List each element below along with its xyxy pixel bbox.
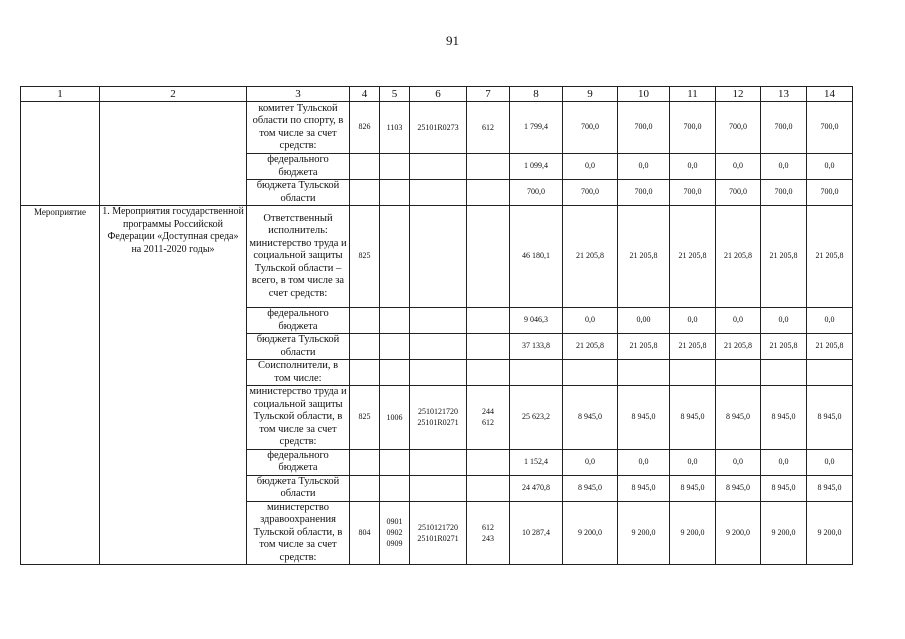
funding-source-cell: федерального бюджета <box>247 449 350 475</box>
expense-type-cell: 612 <box>467 102 510 154</box>
header-cell: 2 <box>100 87 247 102</box>
amount-cell: 700,0 <box>716 180 761 206</box>
header-row <box>21 87 853 102</box>
section-code-cell <box>380 154 410 180</box>
amount-cell: 700,0 <box>563 102 618 154</box>
amount-cell: 0,0 <box>563 449 618 475</box>
header-cell: 7 <box>467 87 510 102</box>
amount-cell: 0,0 <box>716 449 761 475</box>
expense-type-cell <box>467 154 510 180</box>
amount-cell: 0,0 <box>716 154 761 180</box>
amount-cell: 46 180,1 <box>510 206 563 308</box>
amount-cell: 0,0 <box>761 308 807 334</box>
amount-cell: 21 205,8 <box>761 334 807 360</box>
amount-cell: 700,0 <box>670 102 716 154</box>
amount-cell <box>716 360 761 386</box>
section-code-cell <box>380 360 410 386</box>
amount-cell: 700,0 <box>510 180 563 206</box>
header-cell: 3 <box>247 87 350 102</box>
amount-cell: 700,0 <box>807 180 853 206</box>
target-code-cell <box>410 180 467 206</box>
header-cell: 9 <box>563 87 618 102</box>
amount-cell: 0,0 <box>807 449 853 475</box>
amount-cell: 0,0 <box>716 308 761 334</box>
amount-cell: 21 205,8 <box>563 206 618 308</box>
code-cell <box>350 449 380 475</box>
header-cell: 6 <box>410 87 467 102</box>
amount-cell: 21 205,8 <box>761 206 807 308</box>
section-code-cell: 1103 <box>380 102 410 154</box>
funding-source-cell: министерство здравоохранения Тульской области, в том числе за счет средств: <box>247 501 350 565</box>
amount-cell: 21 205,8 <box>716 206 761 308</box>
target-code-cell <box>410 334 467 360</box>
empty-cell <box>21 102 100 206</box>
expense-type-cell: 612 243 <box>467 501 510 565</box>
code-cell <box>350 334 380 360</box>
table-body <box>21 87 853 565</box>
amount-cell: 700,0 <box>716 102 761 154</box>
funding-source-cell: бюджета Тульской области <box>247 334 350 360</box>
header-cell: 14 <box>807 87 853 102</box>
code-cell: 825 <box>350 386 380 450</box>
section-code-cell: 0901 0902 0909 <box>380 501 410 565</box>
amount-cell: 0,0 <box>807 308 853 334</box>
amount-cell: 21 205,8 <box>563 334 618 360</box>
amount-cell: 0,0 <box>670 449 716 475</box>
code-cell: 804 <box>350 501 380 565</box>
expense-type-cell: 244 612 <box>467 386 510 450</box>
section-code-cell <box>380 206 410 308</box>
amount-cell <box>807 360 853 386</box>
target-code-cell <box>410 475 467 501</box>
header-cell: 11 <box>670 87 716 102</box>
header-cell: 10 <box>618 87 670 102</box>
code-cell <box>350 308 380 334</box>
header-cell: 1 <box>21 87 100 102</box>
expense-type-cell <box>467 180 510 206</box>
funding-source-cell: Соисполнители, в том числе: <box>247 360 350 386</box>
header-cell: 4 <box>350 87 380 102</box>
amount-cell: 10 287,4 <box>510 501 563 565</box>
amount-cell: 0,00 <box>618 308 670 334</box>
amount-cell <box>510 360 563 386</box>
amount-cell: 8 945,0 <box>807 386 853 450</box>
amount-cell <box>618 360 670 386</box>
amount-cell: 8 945,0 <box>716 386 761 450</box>
amount-cell: 8 945,0 <box>670 475 716 501</box>
code-cell <box>350 180 380 206</box>
section-code-cell <box>380 449 410 475</box>
activity-name-cell: 1. Мероприятия государственной программы Российской Федерации «Доступная среда» на 2011-2020 годы» <box>100 206 247 565</box>
amount-cell: 9 200,0 <box>563 501 618 565</box>
amount-cell: 25 623,2 <box>510 386 563 450</box>
header-cell: 5 <box>380 87 410 102</box>
funding-source-cell: федерального бюджета <box>247 308 350 334</box>
amount-cell <box>761 360 807 386</box>
amount-cell: 9 200,0 <box>618 501 670 565</box>
amount-cell: 21 205,8 <box>670 334 716 360</box>
section-code-cell <box>380 180 410 206</box>
amount-cell: 9 046,3 <box>510 308 563 334</box>
amount-cell: 0,0 <box>761 154 807 180</box>
code-cell <box>350 154 380 180</box>
amount-cell: 700,0 <box>761 180 807 206</box>
amount-cell: 1 799,4 <box>510 102 563 154</box>
amount-cell: 0,0 <box>670 308 716 334</box>
funding-source-cell: Ответственный исполнитель: министерство труда и социальной защиты Тульской области – всего, в том числе за счет средств: <box>247 206 350 308</box>
amount-cell: 0,0 <box>761 449 807 475</box>
amount-cell: 700,0 <box>807 102 853 154</box>
amount-cell: 24 470,8 <box>510 475 563 501</box>
amount-cell: 21 205,8 <box>716 334 761 360</box>
amount-cell: 700,0 <box>618 102 670 154</box>
amount-cell: 700,0 <box>618 180 670 206</box>
amount-cell: 700,0 <box>563 180 618 206</box>
amount-cell: 8 945,0 <box>807 475 853 501</box>
amount-cell: 9 200,0 <box>716 501 761 565</box>
code-cell <box>350 475 380 501</box>
amount-cell: 1 099,4 <box>510 154 563 180</box>
table-row <box>21 102 853 154</box>
funding-source-cell: комитет Тульской области по спорту, в том числе за счет средств: <box>247 102 350 154</box>
amount-cell: 0,0 <box>563 154 618 180</box>
amount-cell: 700,0 <box>761 102 807 154</box>
code-cell: 826 <box>350 102 380 154</box>
amount-cell: 37 133,8 <box>510 334 563 360</box>
amount-cell: 21 205,8 <box>670 206 716 308</box>
amount-cell: 0,0 <box>807 154 853 180</box>
amount-cell: 21 205,8 <box>618 206 670 308</box>
target-code-cell: 2510121720 25101R0271 <box>410 386 467 450</box>
budget-table <box>20 86 853 565</box>
amount-cell: 0,0 <box>618 154 670 180</box>
amount-cell: 9 200,0 <box>761 501 807 565</box>
amount-cell: 8 945,0 <box>618 386 670 450</box>
expense-type-cell <box>467 475 510 501</box>
funding-source-cell: бюджета Тульской области <box>247 180 350 206</box>
header-cell: 13 <box>761 87 807 102</box>
table-row <box>21 206 853 308</box>
funding-source-cell: федерального бюджета <box>247 154 350 180</box>
target-code-cell <box>410 360 467 386</box>
amount-cell: 0,0 <box>563 308 618 334</box>
amount-cell <box>670 360 716 386</box>
target-code-cell: 2510121720 25101R0271 <box>410 501 467 565</box>
target-code-cell: 25101R0273 <box>410 102 467 154</box>
amount-cell: 9 200,0 <box>807 501 853 565</box>
activity-type-cell: Мероприятие <box>21 206 100 565</box>
amount-cell: 8 945,0 <box>563 386 618 450</box>
code-cell <box>350 360 380 386</box>
amount-cell: 8 945,0 <box>618 475 670 501</box>
expense-type-cell <box>467 308 510 334</box>
funding-source-cell: министерство труда и социальной защиты Тульской области, в том числе за счет средств: <box>247 386 350 450</box>
amount-cell: 8 945,0 <box>670 386 716 450</box>
amount-cell: 8 945,0 <box>761 386 807 450</box>
section-code-cell <box>380 475 410 501</box>
section-code-cell <box>380 308 410 334</box>
header-cell: 12 <box>716 87 761 102</box>
code-cell: 825 <box>350 206 380 308</box>
amount-cell: 21 205,8 <box>618 334 670 360</box>
amount-cell: 9 200,0 <box>670 501 716 565</box>
amount-cell: 8 945,0 <box>716 475 761 501</box>
amount-cell: 0,0 <box>618 449 670 475</box>
page-number: 91 <box>446 33 459 48</box>
expense-type-cell <box>467 334 510 360</box>
amount-cell: 8 945,0 <box>563 475 618 501</box>
section-code-cell <box>380 334 410 360</box>
expense-type-cell <box>467 449 510 475</box>
target-code-cell <box>410 154 467 180</box>
expense-type-cell <box>467 360 510 386</box>
amount-cell: 1 152,4 <box>510 449 563 475</box>
header-cell: 8 <box>510 87 563 102</box>
section-code-cell: 1006 <box>380 386 410 450</box>
expense-type-cell <box>467 206 510 308</box>
amount-cell: 0,0 <box>670 154 716 180</box>
target-code-cell <box>410 449 467 475</box>
amount-cell: 700,0 <box>670 180 716 206</box>
funding-source-cell: бюджета Тульской области <box>247 475 350 501</box>
amount-cell: 21 205,8 <box>807 334 853 360</box>
amount-cell <box>563 360 618 386</box>
empty-cell <box>100 102 247 206</box>
amount-cell: 21 205,8 <box>807 206 853 308</box>
amount-cell: 8 945,0 <box>761 475 807 501</box>
target-code-cell <box>410 206 467 308</box>
target-code-cell <box>410 308 467 334</box>
